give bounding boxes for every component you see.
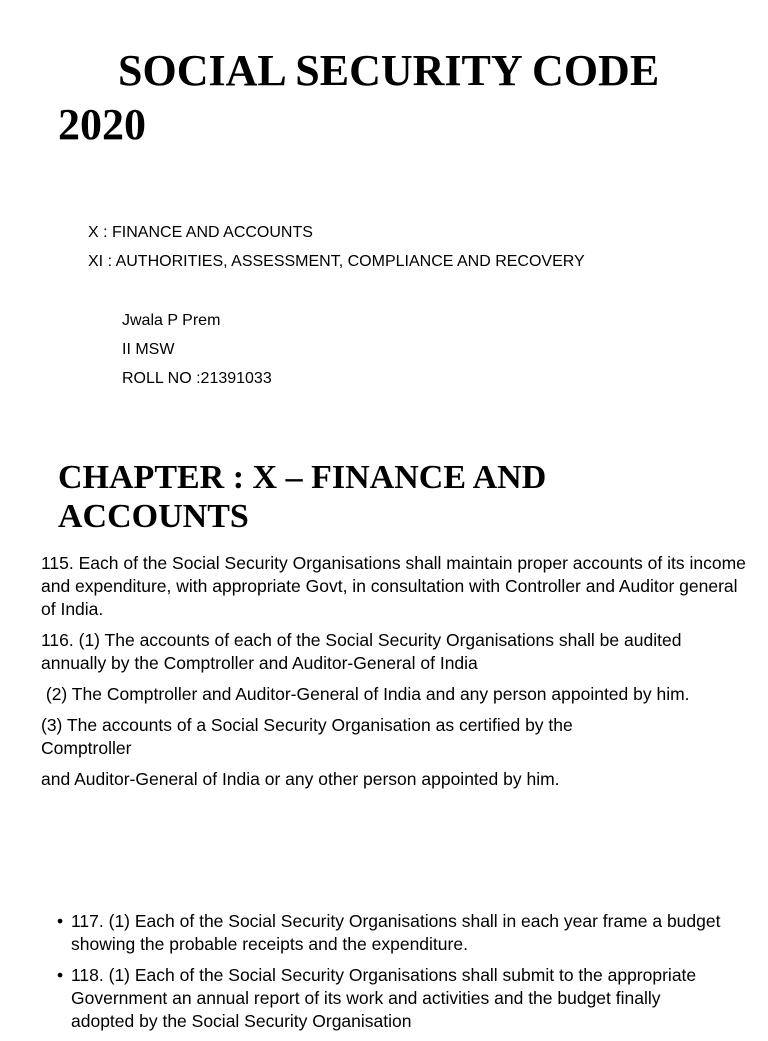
bullet-text: 117. (1) Each of the Social Security Organisations shall in each year frame a budget showing the probable receipts and the expenditure.	[71, 911, 721, 954]
author-info	[122, 306, 272, 393]
chapter-title-line-1: CHAPTER : X – FINANCE AND	[58, 459, 547, 496]
bullet-dot-icon: •	[57, 911, 64, 931]
paragraph: and Auditor-General of India or any other person appointed by him.	[41, 769, 560, 789]
presentation-title	[58, 44, 758, 152]
bullet-dot-icon: •	[57, 965, 64, 985]
paragraph: 115. Each of the Social Security Organisations shall maintain proper accounts of its income and expenditure, with appropriate Govt, in consultation with Controller and Auditor general of India.	[41, 553, 746, 619]
paragraph: (3) The accounts of a Social Security Organisation as certified by the Comptroller	[41, 715, 573, 758]
chapter-item: X : FINANCE AND ACCOUNTS	[88, 224, 313, 241]
title-slide	[0, 0, 768, 440]
author-course: II MSW	[122, 341, 175, 358]
title-line-2: 2020	[58, 100, 146, 149]
author-name: Jwala P Prem	[122, 312, 221, 329]
bullet-item	[41, 964, 721, 1033]
title-line-1: SOCIAL SECURITY CODE	[118, 46, 660, 95]
chapter-list	[88, 218, 585, 276]
paragraph: (2) The Comptroller and Auditor-General of India and any person appointed by him.	[41, 684, 690, 704]
chapter-item: XI : AUTHORITIES, ASSESSMENT, COMPLIANCE AND RECOVERY	[88, 253, 585, 270]
paragraph: 116. (1) The accounts of each of the Social Security Organisations shall be audited annually by the Comptroller and Auditor-General of India	[41, 630, 682, 673]
author-roll-no: ROLL NO :21391033	[122, 370, 272, 387]
bullet-item	[41, 910, 721, 956]
chapter-title-line-2: ACCOUNTS	[58, 498, 249, 535]
chapter-title	[58, 458, 748, 536]
bullet-list	[41, 910, 721, 1041]
chapter-slide	[0, 440, 768, 1031]
chapter-body	[41, 552, 751, 799]
bullet-text: 118. (1) Each of the Social Security Organisations shall submit to the appropriate Government an annual report of its work and activities and the budget finally adopted by the Social Security Organisation	[71, 965, 697, 1031]
